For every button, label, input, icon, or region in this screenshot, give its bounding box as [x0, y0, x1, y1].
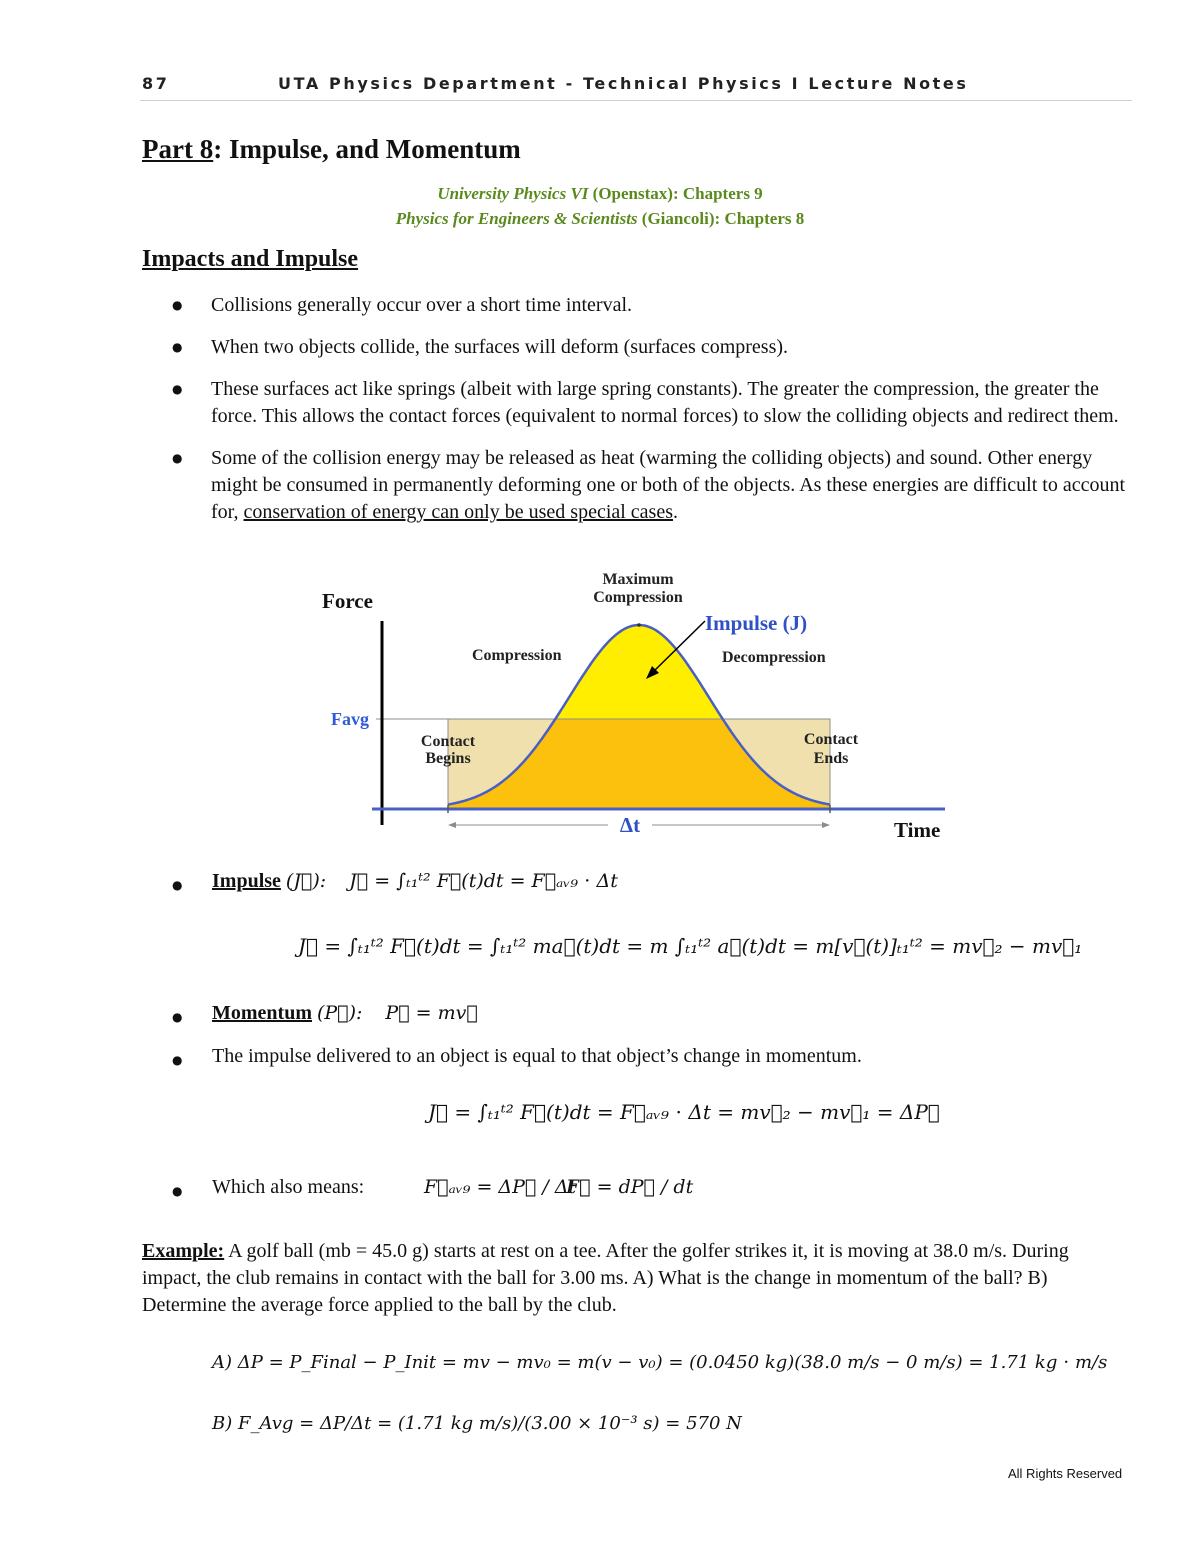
impulse-term: Impulse: [212, 870, 281, 892]
arrowhead-left: [448, 822, 456, 828]
decompression-label: Decompression: [722, 649, 826, 666]
example-text: A golf ball (mb = 45.0 g) starts at rest on a tee. After the golfer strikes it, it is moving at 38.0 m/s. During impact, the club remains in contact with the ball for 3.00 ms. A) What is the change in momentum of the ball? B) Determine the average force applied to the ball by the club.: [142, 1240, 1069, 1316]
running-title: UTA Physics Department - Technical Physics I Lecture Notes: [278, 74, 969, 93]
bullet-text: Collisions generally occur over a short time interval.: [211, 294, 632, 316]
delta-t-label: Δt: [619, 813, 641, 837]
bullet-text-end: .: [673, 501, 679, 523]
answer-b: B) F_Avg = ΔP/Δt = (1.71 kg m/s)/(3.00 × 10⁻³ s) = 570 N: [212, 1413, 742, 1434]
bullet-dot: ●: [172, 1010, 183, 1024]
momentum-line: [212, 1002, 478, 1025]
momentum-symbol: (P⃗):: [316, 1002, 363, 1024]
reference-2: [0, 209, 1200, 229]
reference-1: [0, 184, 1200, 204]
impulse-equation-1: J⃗ = ∫ₜ₁ᵗ² F⃗(t)dt = F⃗ₐᵥ₉ ⋅ Δt: [349, 870, 618, 892]
impulse-label: Impulse (J): [705, 611, 808, 635]
arrowhead-right: [822, 822, 830, 828]
page-title: [142, 134, 521, 165]
bullet-dot: ●: [172, 878, 183, 892]
list-item: [170, 445, 1130, 526]
impulse-momentum-text: The impulse delivered to an object is equal to that object’s change in momentum.: [212, 1045, 862, 1067]
example-paragraph: [142, 1238, 1132, 1319]
bullet-dot: ●: [172, 1184, 183, 1198]
momentum-equation: P⃗ = mv⃗: [385, 1002, 478, 1024]
ref1-chapters: Chapters 9: [682, 184, 763, 203]
page-number: 87: [142, 74, 170, 93]
header-rule: [140, 100, 1132, 101]
bullet-text: Some of the collision energy may be released as heat (warming the colliding objects) and sound. Other energy might be consumed in permanently deforming one or both of the objects. As these energies are difficult to account for,: [211, 447, 1126, 523]
list-item: [170, 376, 1130, 430]
contact-begins-1: Contact: [420, 733, 476, 750]
impulse-figure: [300, 565, 960, 845]
example-label: Example:: [142, 1240, 225, 1262]
impulse-momentum-equation: J⃗ = ∫ₜ₁ᵗ² F⃗(t)dt = F⃗ₐᵥ₉ ⋅ Δt = mv⃗₂ − mv⃗₁ = ΔP⃗: [428, 1100, 940, 1124]
force-equation: F⃗ = dP⃗ / dt: [566, 1176, 694, 1198]
ref1-book: University Physics VI: [437, 184, 589, 203]
max-label-1: Maximum: [602, 571, 674, 588]
y-axis-label: Force: [322, 589, 373, 613]
ref2-publisher: (Giancoli):: [641, 209, 721, 228]
ref1-publisher: (Openstax):: [592, 184, 679, 203]
impulse-equation-2: J⃗ = ∫ₜ₁ᵗ² F⃗(t)dt = ∫ₜ₁ᵗ² ma⃗(t)dt = m ∫ₜ₁ᵗ² a⃗(t)dt = m[v⃗(t)]ₜ₁ᵗ² = mv⃗₂ − mv⃗₁: [298, 934, 1083, 958]
bullet-list: [170, 292, 1130, 541]
list-item: [170, 334, 1130, 361]
also-means-text: Which also means:: [212, 1176, 365, 1198]
favg-equation: F⃗ₐᵥ₉ = ΔP⃗ / Δt: [424, 1176, 577, 1198]
bullet-text: These surfaces act like springs (albeit with large spring constants). The greater the compression, the greater the force. This allows the contact forces (equivalent to normal forces) to slow the colliding objects and redirect them.: [211, 378, 1119, 427]
impulse-line: [212, 870, 618, 893]
peak-dot: [637, 623, 641, 627]
compression-label: Compression: [472, 647, 562, 664]
max-label-2: Compression: [593, 589, 683, 606]
title-rest: : Impulse, and Momentum: [213, 134, 521, 164]
contact-ends-1: Contact: [803, 731, 859, 748]
favg-label: Favg: [331, 709, 369, 729]
footer: All Rights Reserved: [1008, 1466, 1123, 1481]
contact-ends-2: Ends: [813, 750, 849, 767]
bullet-dot: ●: [172, 1053, 183, 1067]
list-item: [170, 292, 1130, 319]
bullet-text: When two objects collide, the surfaces will deform (surfaces compress).: [211, 336, 789, 358]
impulse-symbol: (J⃗):: [285, 870, 327, 892]
x-axis-label: Time: [894, 818, 941, 842]
contact-begins-2: Begins: [425, 750, 471, 767]
section-heading: Impacts and Impulse: [142, 246, 359, 272]
title-part: Part 8: [142, 134, 214, 164]
ref2-book: Physics for Engineers & Scientists: [395, 209, 638, 228]
underlined-text: conservation of energy can only be used special cases: [243, 501, 674, 523]
ref2-chapters: Chapters 8: [724, 209, 805, 228]
momentum-term: Momentum: [212, 1002, 312, 1024]
answer-a: A) ΔP = P_Final − P_Init = mv − mv₀ = m(v − v₀) = (0.0450 kg)(38.0 m/s − 0 m/s) = 1.71 kg ⋅ m/s: [212, 1352, 1108, 1373]
